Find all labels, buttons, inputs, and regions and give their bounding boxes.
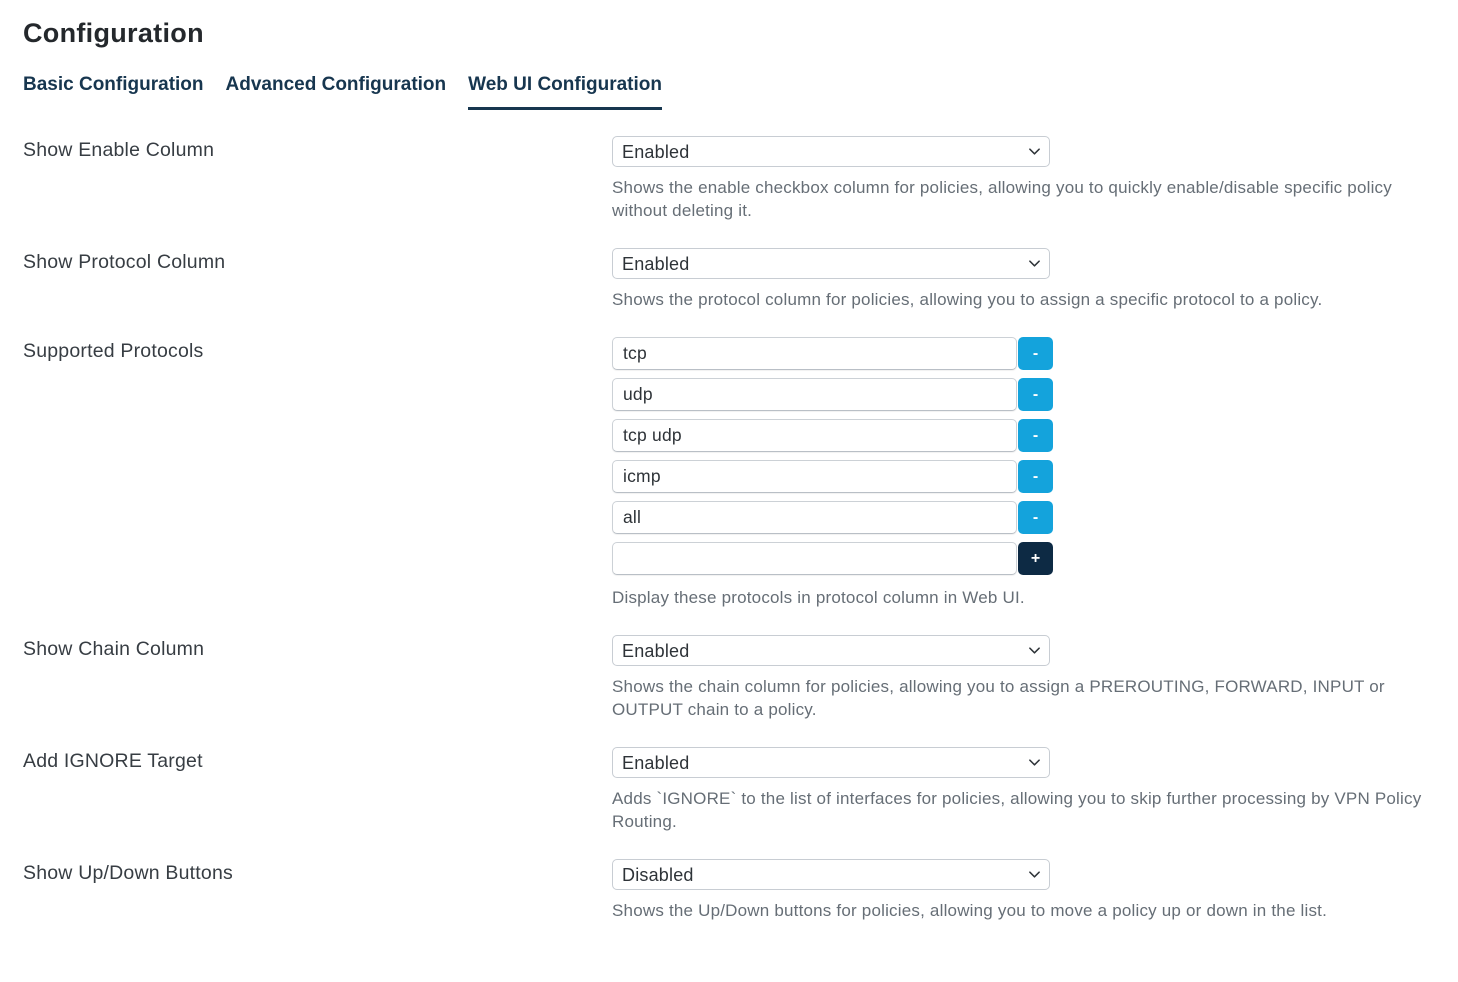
field-description: Display these protocols in protocol column in Web UI. — [612, 588, 1025, 607]
show-protocol-column-select[interactable] — [612, 248, 1050, 279]
field-description: Shows the Up/Down buttons for policies, allowing you to move a policy up or down in the list. — [612, 901, 1328, 920]
protocol-item — [612, 337, 1430, 370]
protocol-item — [612, 378, 1430, 411]
protocol-input-5[interactable] — [612, 501, 1017, 534]
field-label: Show Enable Column — [23, 139, 215, 161]
row-show-up-down-buttons — [23, 859, 1430, 922]
remove-protocol-button[interactable]: - — [1018, 419, 1053, 452]
field-label: Show Chain Column — [23, 638, 205, 660]
field-label: Supported Protocols — [23, 340, 204, 362]
row-show-protocol-column — [23, 248, 1430, 311]
show-chain-column-select[interactable] — [612, 635, 1050, 666]
protocol-input-3[interactable] — [612, 419, 1017, 452]
field-description: Shows the enable checkbox column for policies, allowing you to quickly enable/disable specific policy without deleting it. — [612, 178, 1392, 220]
field-label: Show Protocol Column — [23, 251, 226, 273]
field-label: Show Up/Down Buttons — [23, 862, 233, 884]
protocol-item — [612, 501, 1430, 534]
remove-protocol-button[interactable]: - — [1018, 337, 1053, 370]
protocol-input-new[interactable] — [612, 542, 1017, 575]
protocol-input-1[interactable] — [612, 337, 1017, 370]
tab-basic-configuration[interactable]: Basic Configuration — [23, 74, 204, 95]
field-description: Shows the chain column for policies, allowing you to assign a PREROUTING, FORWARD, INPUT or OUTPUT chain to a policy. — [612, 677, 1385, 719]
remove-protocol-button[interactable]: - — [1018, 460, 1053, 493]
protocol-item — [612, 419, 1430, 452]
field-description: Adds `IGNORE` to the list of interfaces for policies, allowing you to skip further processing by VPN Policy Routing. — [612, 789, 1422, 831]
row-add-ignore-target — [23, 747, 1430, 833]
tab-bar — [23, 74, 1430, 110]
protocol-input-4[interactable] — [612, 460, 1017, 493]
tab-advanced-configuration[interactable]: Advanced Configuration — [225, 74, 447, 95]
protocol-list — [612, 337, 1430, 575]
tab-web-ui-configuration[interactable]: Web UI Configuration — [468, 74, 662, 110]
add-ignore-target-select[interactable] — [612, 747, 1050, 778]
page-title: Configuration — [23, 18, 204, 48]
remove-protocol-button[interactable]: - — [1018, 378, 1053, 411]
row-supported-protocols — [23, 337, 1430, 609]
field-label: Add IGNORE Target — [23, 750, 203, 772]
protocol-item-new — [612, 542, 1430, 575]
row-show-chain-column — [23, 635, 1430, 721]
protocol-input-2[interactable] — [612, 378, 1017, 411]
row-show-enable-column — [23, 136, 1430, 222]
remove-protocol-button[interactable]: - — [1018, 501, 1053, 534]
field-description: Shows the protocol column for policies, allowing you to assign a specific protocol to a policy. — [612, 290, 1323, 309]
show-up-down-buttons-select[interactable] — [612, 859, 1050, 890]
protocol-item — [612, 460, 1430, 493]
show-enable-column-select[interactable] — [612, 136, 1050, 167]
add-protocol-button[interactable]: + — [1018, 542, 1053, 575]
